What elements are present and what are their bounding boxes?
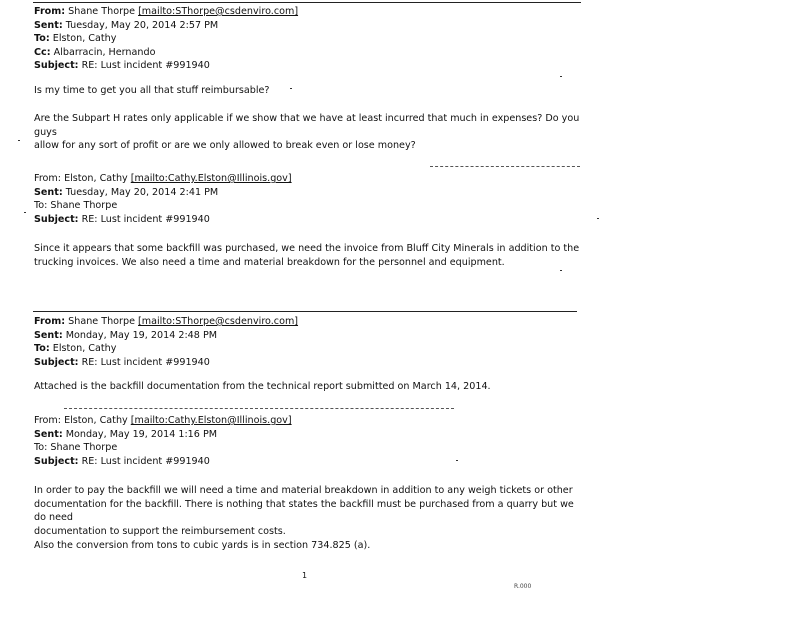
sent-value: Tuesday, May 20, 2014 2:41 PM — [62, 186, 219, 198]
sent-line — [34, 329, 594, 343]
subject-value: RE: Lust incident #991940 — [78, 60, 210, 72]
email-header-1 — [34, 5, 594, 73]
to-label: To: — [34, 200, 48, 212]
from-mailto-link[interactable]: [mailto:Cathy.Elston@Illinois.gov] — [130, 415, 292, 426]
scan-speck — [597, 218, 599, 219]
cc-label: Cc: — [34, 46, 51, 58]
page-number: 1 — [302, 571, 308, 580]
to-value: Shane Thorpe — [47, 200, 118, 212]
to-value: Elston, Cathy — [49, 33, 117, 45]
email-header-2 — [34, 172, 594, 226]
sent-value: Monday, May 19, 2014 2:48 PM — [62, 329, 218, 341]
from-label: From: — [34, 173, 62, 184]
sent-line — [34, 19, 594, 33]
to-line — [34, 32, 594, 46]
email-body-1-para-2: Are the Subpart H rates only applicable if we show that we have at least incurred that much in expenses? Do you guys allow for any sort of profit or are we only allowed to break even or lose money? — [34, 113, 580, 152]
to-line — [34, 441, 594, 455]
cc-value: Albarracin, Hernando — [50, 46, 156, 58]
from-mailto-link[interactable]: [mailto:SThorpe@csdenviro.com] — [138, 6, 299, 17]
to-label: To: — [34, 343, 50, 355]
sent-value: Monday, May 19, 2014 1:16 PM — [62, 428, 218, 440]
bates-stamp: R.000 — [514, 583, 532, 590]
subject-value: RE: Lust incident #991940 — [78, 213, 210, 225]
from-name: Elston, Cathy — [61, 173, 131, 184]
scan-speck — [560, 270, 562, 271]
subject-line — [34, 59, 594, 73]
scan-speck — [456, 460, 458, 461]
subject-value: RE: Lust incident #991940 — [78, 356, 210, 368]
subject-line — [34, 455, 594, 469]
subject-value: RE: Lust incident #991940 — [78, 455, 210, 467]
to-line — [34, 199, 594, 213]
email-body-4-para-1: In order to pay the backfill we will need a time and material breakdown in addition to any weigh tickets or other documentation for the backfill. There is nothing that states the backfill must be purchased from a quarry but we do need documentation to support the reimbursement costs. — [34, 485, 574, 537]
from-mailto-link[interactable]: [mailto:Cathy.Elston@Illinois.gov] — [130, 173, 292, 184]
to-line — [34, 342, 594, 356]
to-label: To: — [34, 442, 48, 454]
subject-label: Subject: — [34, 60, 79, 72]
from-line — [34, 172, 594, 186]
scan-speck — [560, 76, 562, 77]
from-line — [34, 414, 594, 428]
subject-label: Subject: — [34, 455, 79, 467]
from-name: Shane Thorpe — [65, 316, 139, 327]
from-name: Shane Thorpe — [68, 6, 139, 17]
scan-speck — [24, 212, 26, 213]
email-body-1-para-1: Is my time to get you all that stuff reimbursable? — [34, 85, 270, 96]
from-label: From: — [34, 316, 66, 327]
sent-line — [34, 428, 594, 442]
separator-3 — [64, 408, 454, 409]
to-label: To: — [34, 33, 50, 45]
from-mailto-link[interactable]: [mailto:SThorpe@csdenviro.com] — [138, 316, 299, 327]
top-separator — [33, 2, 581, 3]
sent-label: Sent: — [34, 19, 63, 31]
email-body-2-para-1: Since it appears that some backfill was purchased, we need the invoice from Bluff City Minerals in addition to the trucking invoices. We also need a time and material breakdown for the personnel and equipment. — [34, 243, 580, 268]
scan-speck — [18, 140, 20, 141]
email-body-4-para-2: Also the conversion from tons to cubic yards is in section 734.825 (a). — [34, 540, 371, 551]
from-label: From: — [34, 415, 62, 426]
from-line — [34, 315, 594, 329]
to-value: Shane Thorpe — [47, 442, 118, 454]
from-name: Elston, Cathy — [61, 415, 131, 426]
subject-line — [34, 213, 594, 227]
email-body-3-para-1: Attached is the backfill documentation from the technical report submitted on March 14, 2014. — [34, 381, 491, 392]
to-value: Elston, Cathy — [49, 343, 117, 355]
subject-label: Subject: — [34, 213, 79, 225]
subject-label: Subject: — [34, 356, 79, 368]
sent-label: Sent: — [34, 186, 63, 198]
separator-2 — [33, 311, 577, 312]
email-header-4 — [34, 414, 594, 468]
sent-label: Sent: — [34, 428, 63, 440]
from-label: From: — [34, 6, 66, 17]
separator-1 — [430, 166, 580, 167]
email-header-3 — [34, 315, 594, 369]
cc-line — [34, 46, 594, 60]
sent-value: Tuesday, May 20, 2014 2:57 PM — [62, 19, 219, 31]
sent-line — [34, 186, 594, 200]
subject-line — [34, 356, 594, 370]
sent-label: Sent: — [34, 329, 63, 341]
scan-speck — [290, 88, 292, 89]
from-line — [34, 5, 594, 19]
